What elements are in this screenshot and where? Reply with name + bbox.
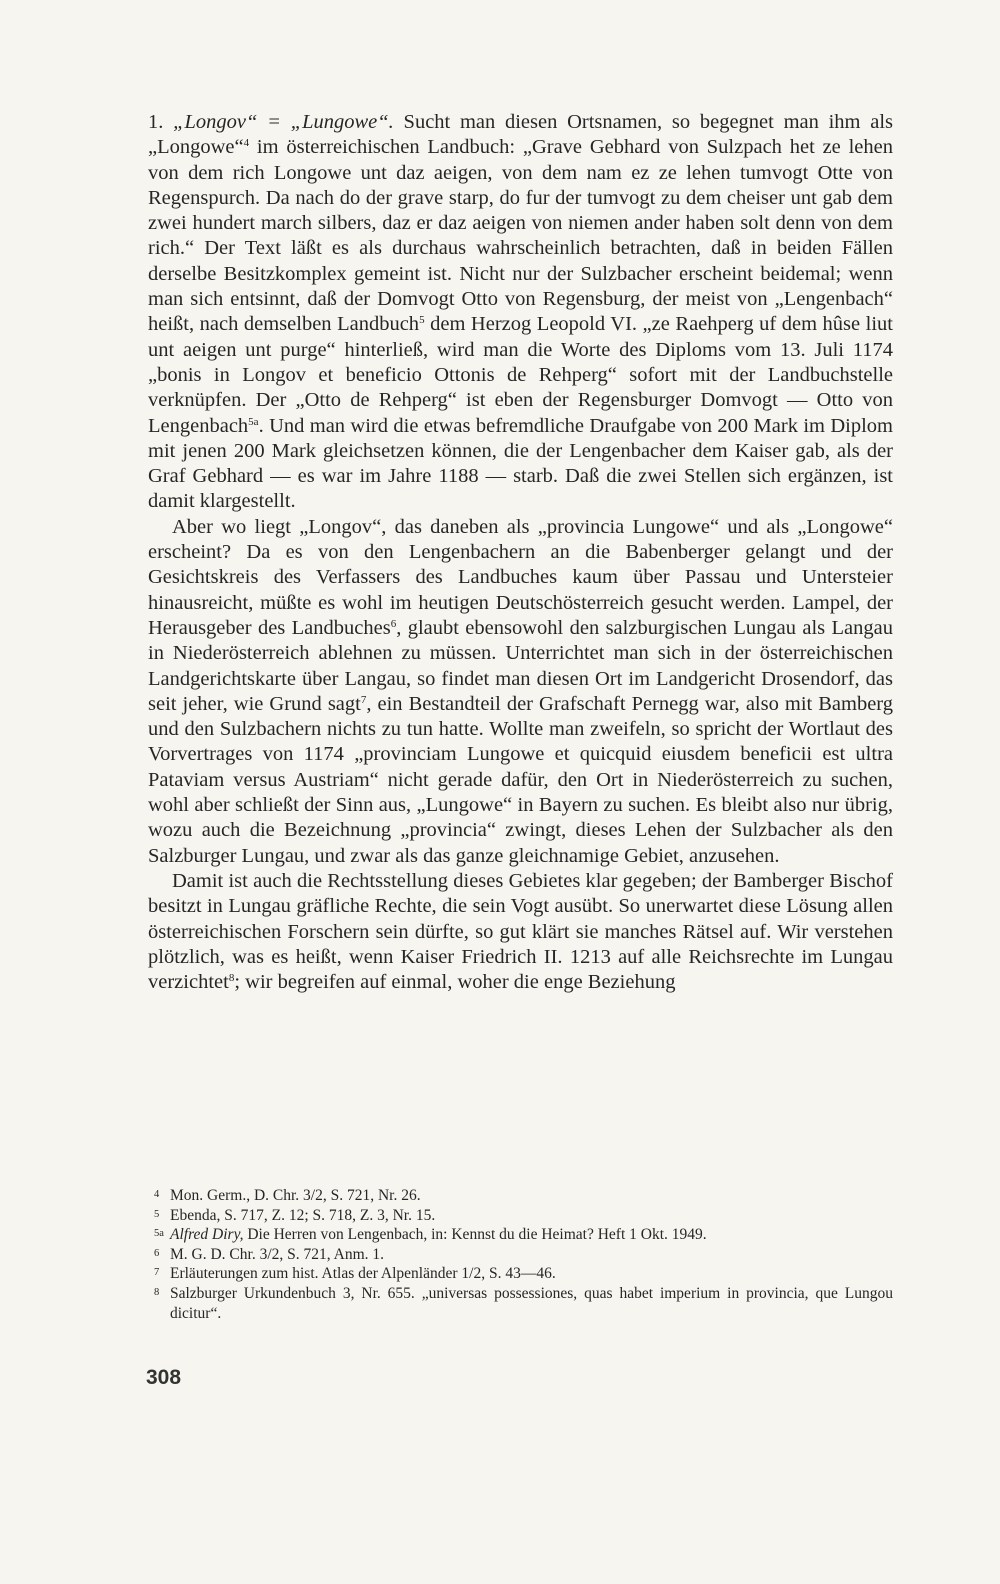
- footnote-mark: 8: [154, 1286, 160, 1298]
- footnote-mark: 7: [154, 1267, 160, 1279]
- paragraph-3: [148, 869, 893, 995]
- footnote-text: Mon. Germ., D. Chr. 3/2, S. 721, Nr. 26.: [170, 1187, 421, 1204]
- paragraph-2-text-b: , glaubt ebensowohl den salzburgischen Lungau als Langau in Niederösterreich ablehnen zu müssen. Unterrichtet man sich in der österreichischen Landgerichtskarte über Langau, so findet man diesen Ort im Landgericht Drosendorf, das seit jeher, wie Grund sagt: [148, 616, 893, 715]
- footnote-mark: 5a: [154, 1228, 164, 1240]
- paragraph-1: [148, 110, 893, 515]
- footnote-mark: 5: [154, 1208, 160, 1220]
- paragraph-1-text-b: im österreichischen Landbuch: „Grave Gebhard von Sulzpach het ze lehen von dem rich Longowe unt daz aeigen, von dem nam ez ze lehen tumvogt Otte von Regenspurch. Da nach do der grave starp, do fur der tumvogt zu dem cheiser unt gab dem zwei hundert march silbers, daz er daz aeigen von niemen ander haben solt denn von dem rich.“ Der Text läßt es als durchaus wahrscheinlich betrachten, daß in beiden Fällen derselbe Besitzkomplex gemeint ist. Nicht nur der Sulzbacher erscheint beidemal; wenn man sich entsinnt, daß der Domvogt Otto von Regensburg, der meist von „Lengenbach“ heißt, nach demselben Landbuch: [148, 136, 893, 336]
- paragraph-3-text-b: ; wir begreifen auf einmal, woher die enge Beziehung: [234, 971, 676, 994]
- paragraph-1-text-a: Sucht man diesen Ortsnamen, so begegnet man ihm als „Longowe“: [148, 111, 893, 159]
- footnote-ref-7[interactable]: 7: [360, 693, 367, 706]
- footnote-ref-5a[interactable]: 5a: [248, 415, 259, 428]
- footnote-mark: 4: [154, 1189, 160, 1200]
- paragraph-1-text-d: . Und man wird die etwas befremdliche Draufgabe von 200 Mark im Diplom mit jenen 200 Mark gleichsetzen können, die der Lengenbacher dem Kaiser gab, als der Graf Gebhard — es war im Jahre 1188 — starb. Daß die zwei Stellen sich ergänzen, ist damit klargestellt.: [148, 414, 893, 513]
- paragraph-2-text-a: Aber wo liegt „Longov“, das daneben als „provincia Lungowe“ und als „Longowe“ erscheint? Da es von den Lengenbachern an die Babenberger gelangt und der Gesichtskreis des Verfassers des Landbuches kaum über Passau und Untersteier hinausreicht, müßte es wohl im heutigen Deutschösterreich gesucht werden. Lampel, der Herausgeber des Landbuches: [148, 515, 893, 639]
- footnote-text: Erläuterungen zum hist. Atlas der Alpenländer 1/2, S. 43—46.: [170, 1265, 556, 1283]
- footnote-6: [148, 1245, 893, 1265]
- section-title: „Longov“ = „Lungowe“.: [173, 111, 394, 133]
- footnote-text: Salzburger Urkundenbuch 3, Nr. 655. „universas possessiones, quas habet imperium in provincia, que Lungou dicitur“.: [170, 1284, 893, 1322]
- footnotes: [148, 1186, 893, 1323]
- footnote-7: [148, 1264, 893, 1284]
- paragraph-2: [148, 515, 893, 869]
- paragraph-2-text-c: , ein Bestandteil der Grafschaft Pernegg war, also mit Bamberg und den Sulzbachern nichts zu tun hatte. Wollte man zweifeln, so spricht der Wortlaut des Vorvertrages von 1174 „provinciam Lungowe et quicquid eiusdem beneficii est ultra Pataviam versus Austriam“ nicht gerade dafür, den Ort in Niederösterreich zu suchen, wohl aber schließt der Sinn aus, „Lungowe“ in Bayern zu suchen. Es bleibt also nur übrig, wozu auch die Bezeichnung „provincia“ zwingt, dieses Lehen der Sulzbacher als den Salzburger Lungau, und zwar als das ganze gleichnamige Gebiet, anzusehen.: [148, 692, 894, 867]
- paragraph-1-text-c: dem Herzog Leopold VI. „ze Raehperg uf dem hûse liut unt aeigen unt purge“ hinterließ, wird man die Worte des Diploms vom 13. Juli 1174 „bonis in Longov et beneficio Ottonis de Rehperg“ sofort mit der Landbuchstelle verknüpfen. Der „Otto de Rehperg“ ist eben der Regensburger Domvogt — Otto von Lengenbach: [148, 313, 893, 437]
- footnote-mark: 6: [154, 1247, 160, 1259]
- footnote-4: [148, 1186, 893, 1206]
- footnote-author: Alfred Diry,: [170, 1226, 244, 1244]
- footnote-ref-8[interactable]: 8: [228, 972, 235, 985]
- footnote-5a: [148, 1225, 893, 1245]
- paragraph-3-text-a: Damit ist auch die Rechtsstellung dieses Gebietes klar gegeben; der Bamberger Bischof besitzt in Lungau gräfliche Rechte, die sein Vogt ausübt. So unerwartet diese Lösung allen österreichischen Forschern sein dürfte, so gut klärt sie manches Rätsel auf. Wir verstehen plötzlich, was es heißt, wenn Kaiser Friedrich II. 1213 auf alle Reichsrechte im Lungau verzichtet: [148, 869, 893, 994]
- footnote-ref-4[interactable]: 4: [243, 137, 250, 150]
- section-number: 1.: [148, 111, 164, 133]
- footnote-8: [148, 1284, 893, 1323]
- footnote-ref-5[interactable]: 5: [419, 314, 425, 327]
- footnote-ref-6[interactable]: 6: [390, 617, 397, 630]
- footnote-text: Ebenda, S. 717, Z. 12; S. 718, Z. 3, Nr. 15.: [170, 1206, 436, 1224]
- page-number: 308: [146, 1366, 182, 1389]
- footnote-text: Die Herren von Lengenbach, in: Kennst du die Heimat? Heft 1 Okt. 1949.: [243, 1226, 707, 1244]
- footnote-5: [148, 1206, 893, 1226]
- footnote-text: M. G. D. Chr. 3/2, S. 721, Anm. 1.: [170, 1245, 385, 1263]
- main-text: [148, 110, 893, 995]
